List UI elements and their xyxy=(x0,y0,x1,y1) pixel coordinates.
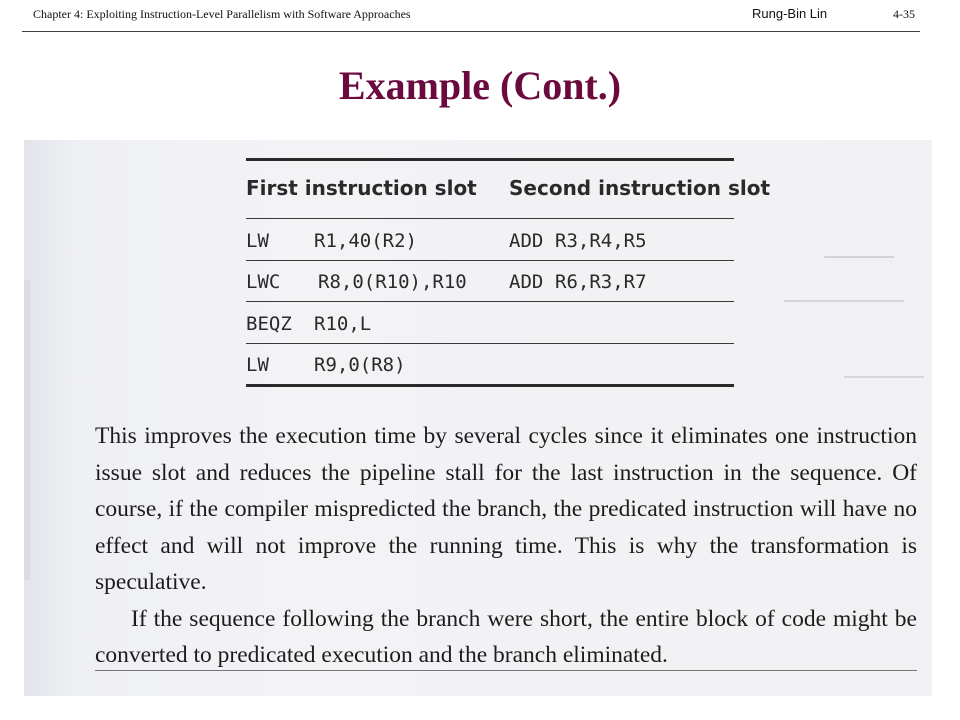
bleed-through-mark xyxy=(844,376,924,378)
opcode-second-slot: ADD xyxy=(509,271,544,293)
slide-title: Example (Cont.) xyxy=(338,63,622,108)
operands-first-slot: R9,0(R8) xyxy=(314,354,406,376)
operands-second-slot: R6,R3,R7 xyxy=(555,271,647,293)
body-text xyxy=(95,418,917,674)
paragraph: This improves the execution time by several cycles since it eliminates one instruction issue slot and reduces the pipeline stall for the last instruction in the sequence. Of course, if the compiler mispredicted the branch, the predicated instruction will have no effect and will not improve the running time. This is why the transformation is speculative. xyxy=(95,423,917,595)
author-name: Rung-Bin Lin xyxy=(752,6,828,21)
chapter-title: Chapter 4: Exploiting Instruction-Level Parallelism with Software Approaches xyxy=(33,7,411,21)
table-bottom-rule xyxy=(246,384,734,387)
table-top-rule xyxy=(246,158,734,161)
opcode-first-slot: BEQZ xyxy=(246,313,292,335)
operands-second-slot: R3,R4,R5 xyxy=(555,230,647,252)
column-header-second-slot: Second instruction slot xyxy=(509,176,771,200)
operands-first-slot: R1,40(R2) xyxy=(314,230,417,252)
bleed-through-mark xyxy=(784,300,904,302)
opcode-first-slot: LW xyxy=(246,230,269,252)
instruction-slot-table xyxy=(246,158,771,390)
header-rule xyxy=(246,218,734,219)
column-header-first-slot: First instruction slot xyxy=(246,176,477,200)
paragraph: If the sequence following the branch were short, the entire block of code might be converted to predicated execution and the branch eliminated. xyxy=(95,605,917,668)
row-rule xyxy=(246,260,734,261)
bleed-through-mark xyxy=(24,280,30,580)
opcode-first-slot: LWC xyxy=(246,271,281,293)
row-rule xyxy=(246,301,734,302)
opcode-second-slot: ADD xyxy=(509,230,544,252)
operands-first-slot: R10,L xyxy=(314,313,372,335)
header-divider xyxy=(22,31,920,32)
bleed-through-mark xyxy=(824,256,894,258)
opcode-first-slot: LW xyxy=(246,354,269,376)
operands-first-slot: R8,0(R10),R10 xyxy=(318,271,467,293)
page-bottom-rule xyxy=(95,670,917,671)
row-rule xyxy=(246,343,734,344)
page-number: 4-35 xyxy=(893,7,915,21)
